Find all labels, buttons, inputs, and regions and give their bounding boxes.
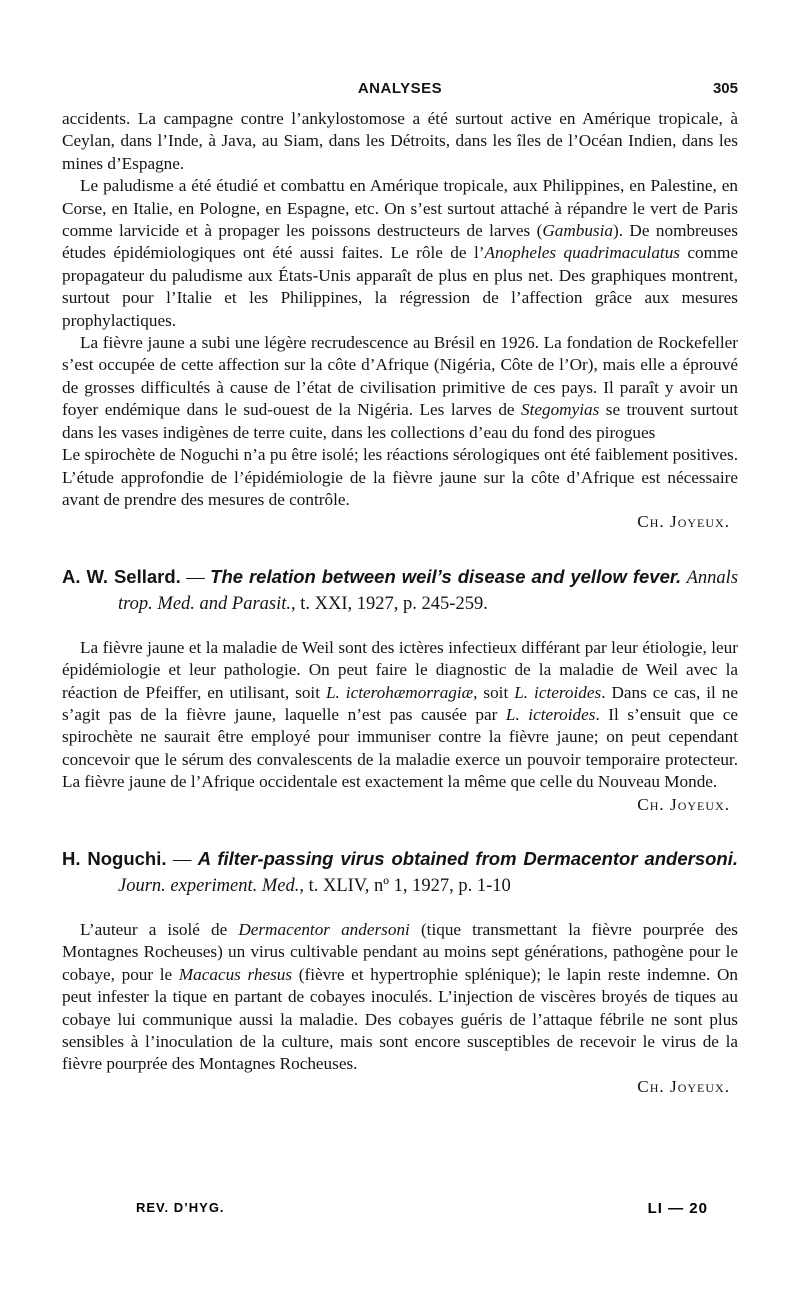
paragraph-spirochete: Le spirochète de Noguchi n’a pu être isolé; les réactions sérologiques ont été faiblement positives. L’étude approfondie de l’épidémiologie de la fièvre jaune sur la côte d’Afrique est nécessaire avant de prendre des mesures de contrôle.	[62, 445, 738, 509]
article-author: H. Noguchi.	[62, 847, 167, 869]
page-number: 305	[712, 80, 738, 97]
journal-name: Annals trop. Med. and Parasit.	[118, 567, 739, 614]
signature: Ch. Joyeux.	[637, 512, 730, 532]
footer-signature-mark: LI — 20	[647, 1200, 708, 1217]
article-author: A. W. Sellard.	[62, 565, 181, 587]
paragraph-sellard-body: La fièvre jaune et la maladie de Weil sont des ictères infectieux différant par leur étiologie, leur épidémiologie et leur pathologie. On peut faire le diagnostic de la maladie de Weil avec la réaction de Pfeiffer, en utilisant, soit L. icterohæmorragiæ, soit L. icteroides. Dans ce cas, il ne s’agit pas de la fièvre jaune, laquelle n’est pas causée par L. icteroides. Il s’ensuit que ce spirochète ne saurait être employé pour immuniser contre la fièvre jaune; on peut cependant concevoir que le sérum des convalescents de la maladie exerce un pouvoir temporaire protecteur. La fièvre jaune de l’Afrique occidentale est exactement la même que celle du Nouveau Monde.	[62, 637, 739, 792]
article-title: The relation between weil’s disease and yellow fever.	[210, 565, 682, 587]
page	[62, 76, 738, 1098]
journal-name: Journ. experiment. Med.	[118, 875, 300, 896]
page-footer	[136, 1200, 708, 1217]
journal-reference: , t. XXI, 1927, p. 245-259.	[291, 593, 488, 614]
article-title: A filter-passing virus obtained from Dermacentor andersoni.	[197, 847, 738, 869]
page-header	[62, 76, 738, 108]
species-stegomyias: Stegomyias	[521, 400, 600, 420]
paragraph-fievre-jaune: La fièvre jaune a subi une légère recrudescence au Brésil en 1926. La fondation de Rockefeller s’est occupée de cette affection sur la côte d’Afrique (Nigéria, Côte de l’Or), mais elle a éprouvé de grosses difficultés à cause de l’état de civilisation primitive de ces pays. Il paraît y avoir un foyer endémique dans le sud-ouest de la Nigéria. Les larves de Stegomyias se trouvent surtout dans les vases indigènes de terre cuite, dans les collections d’eau du fond des pirogues	[62, 333, 738, 442]
article-heading-noguchi: H. Noguchi. — A filter-passing virus obtained from Dermacentor andersoni. Journ. experiment. Med., t. XLIV, nº 1, 1927, p. 1-10	[62, 847, 738, 896]
article-heading-sellard: A. W. Sellard. — The relation between weil’s disease and yellow fever. Annals trop. Med. and Parasit., t. XXI, 1927, p. 245-259.	[62, 565, 739, 614]
paragraph-noguchi-body: L’auteur a isolé de Dermacentor andersoni (tique transmettant la fièvre pourprée des Montagnes Rocheuses) un virus cultivable pendant au moins sept générations, pathogène pour le cobaye, pour le Macacus rhesus (fièvre et hypertrophie splénique); le lapin reste indemne. On peut infester la tique en partant de cobayes inoculés. L’injection de viscères broyés de tiques au cobaye lui communique aussi la maladie. Des cobayes guéris de l’attaque fébrile ne sont plus sensibles à l’inoculation de la culture, mais sont encore susceptibles de recevoir le virus de la fièvre pourprée des Montagnes Rocheuses.	[62, 919, 739, 1074]
footer-journal: REV. D’HYG.	[136, 1200, 225, 1215]
paragraph-paludisme: Le paludisme a été étudié et combattu en Amérique tropicale, aux Philippines, en Palestine, en Corse, en Italie, en Pologne, en Espagne, etc. On s’est surtout attaché à répandre le vert de Paris comme larvicide et à propager les poissons destructeurs de larves (Gambusia). De nombreuses études épidémiologiques ont été aussi faites. Le rôle de l’Anopheles quadrimaculatus comme propagateur du paludisme aux États-Unis apparaît de plus en plus net. Des graphiques montrent, surtout pour l’Italie et les Philippines, la régression de l’affection grâce aux mesures prophylactiques.	[62, 176, 739, 330]
species-anopheles: Anopheles quadrimaculatus	[484, 243, 680, 263]
running-title: ANALYSES	[357, 80, 443, 97]
signature: Ch. Joyeux.	[637, 794, 730, 814]
paragraph-ankylostomose: accidents. La campagne contre l’ankylostomose a été surtout active en Amérique tropicale, à Ceylan, dans l’Inde, à Java, au Siam, dans les Détroits, dans les îles de l’Océan Indien, dans les mines d’Espagne.	[62, 109, 738, 173]
journal-reference: , t. XLIV, nº 1, 1927, p. 1-10	[299, 875, 511, 896]
signature: Ch. Joyeux.	[637, 1076, 730, 1096]
species-gambusia: Gambusia	[542, 221, 613, 241]
